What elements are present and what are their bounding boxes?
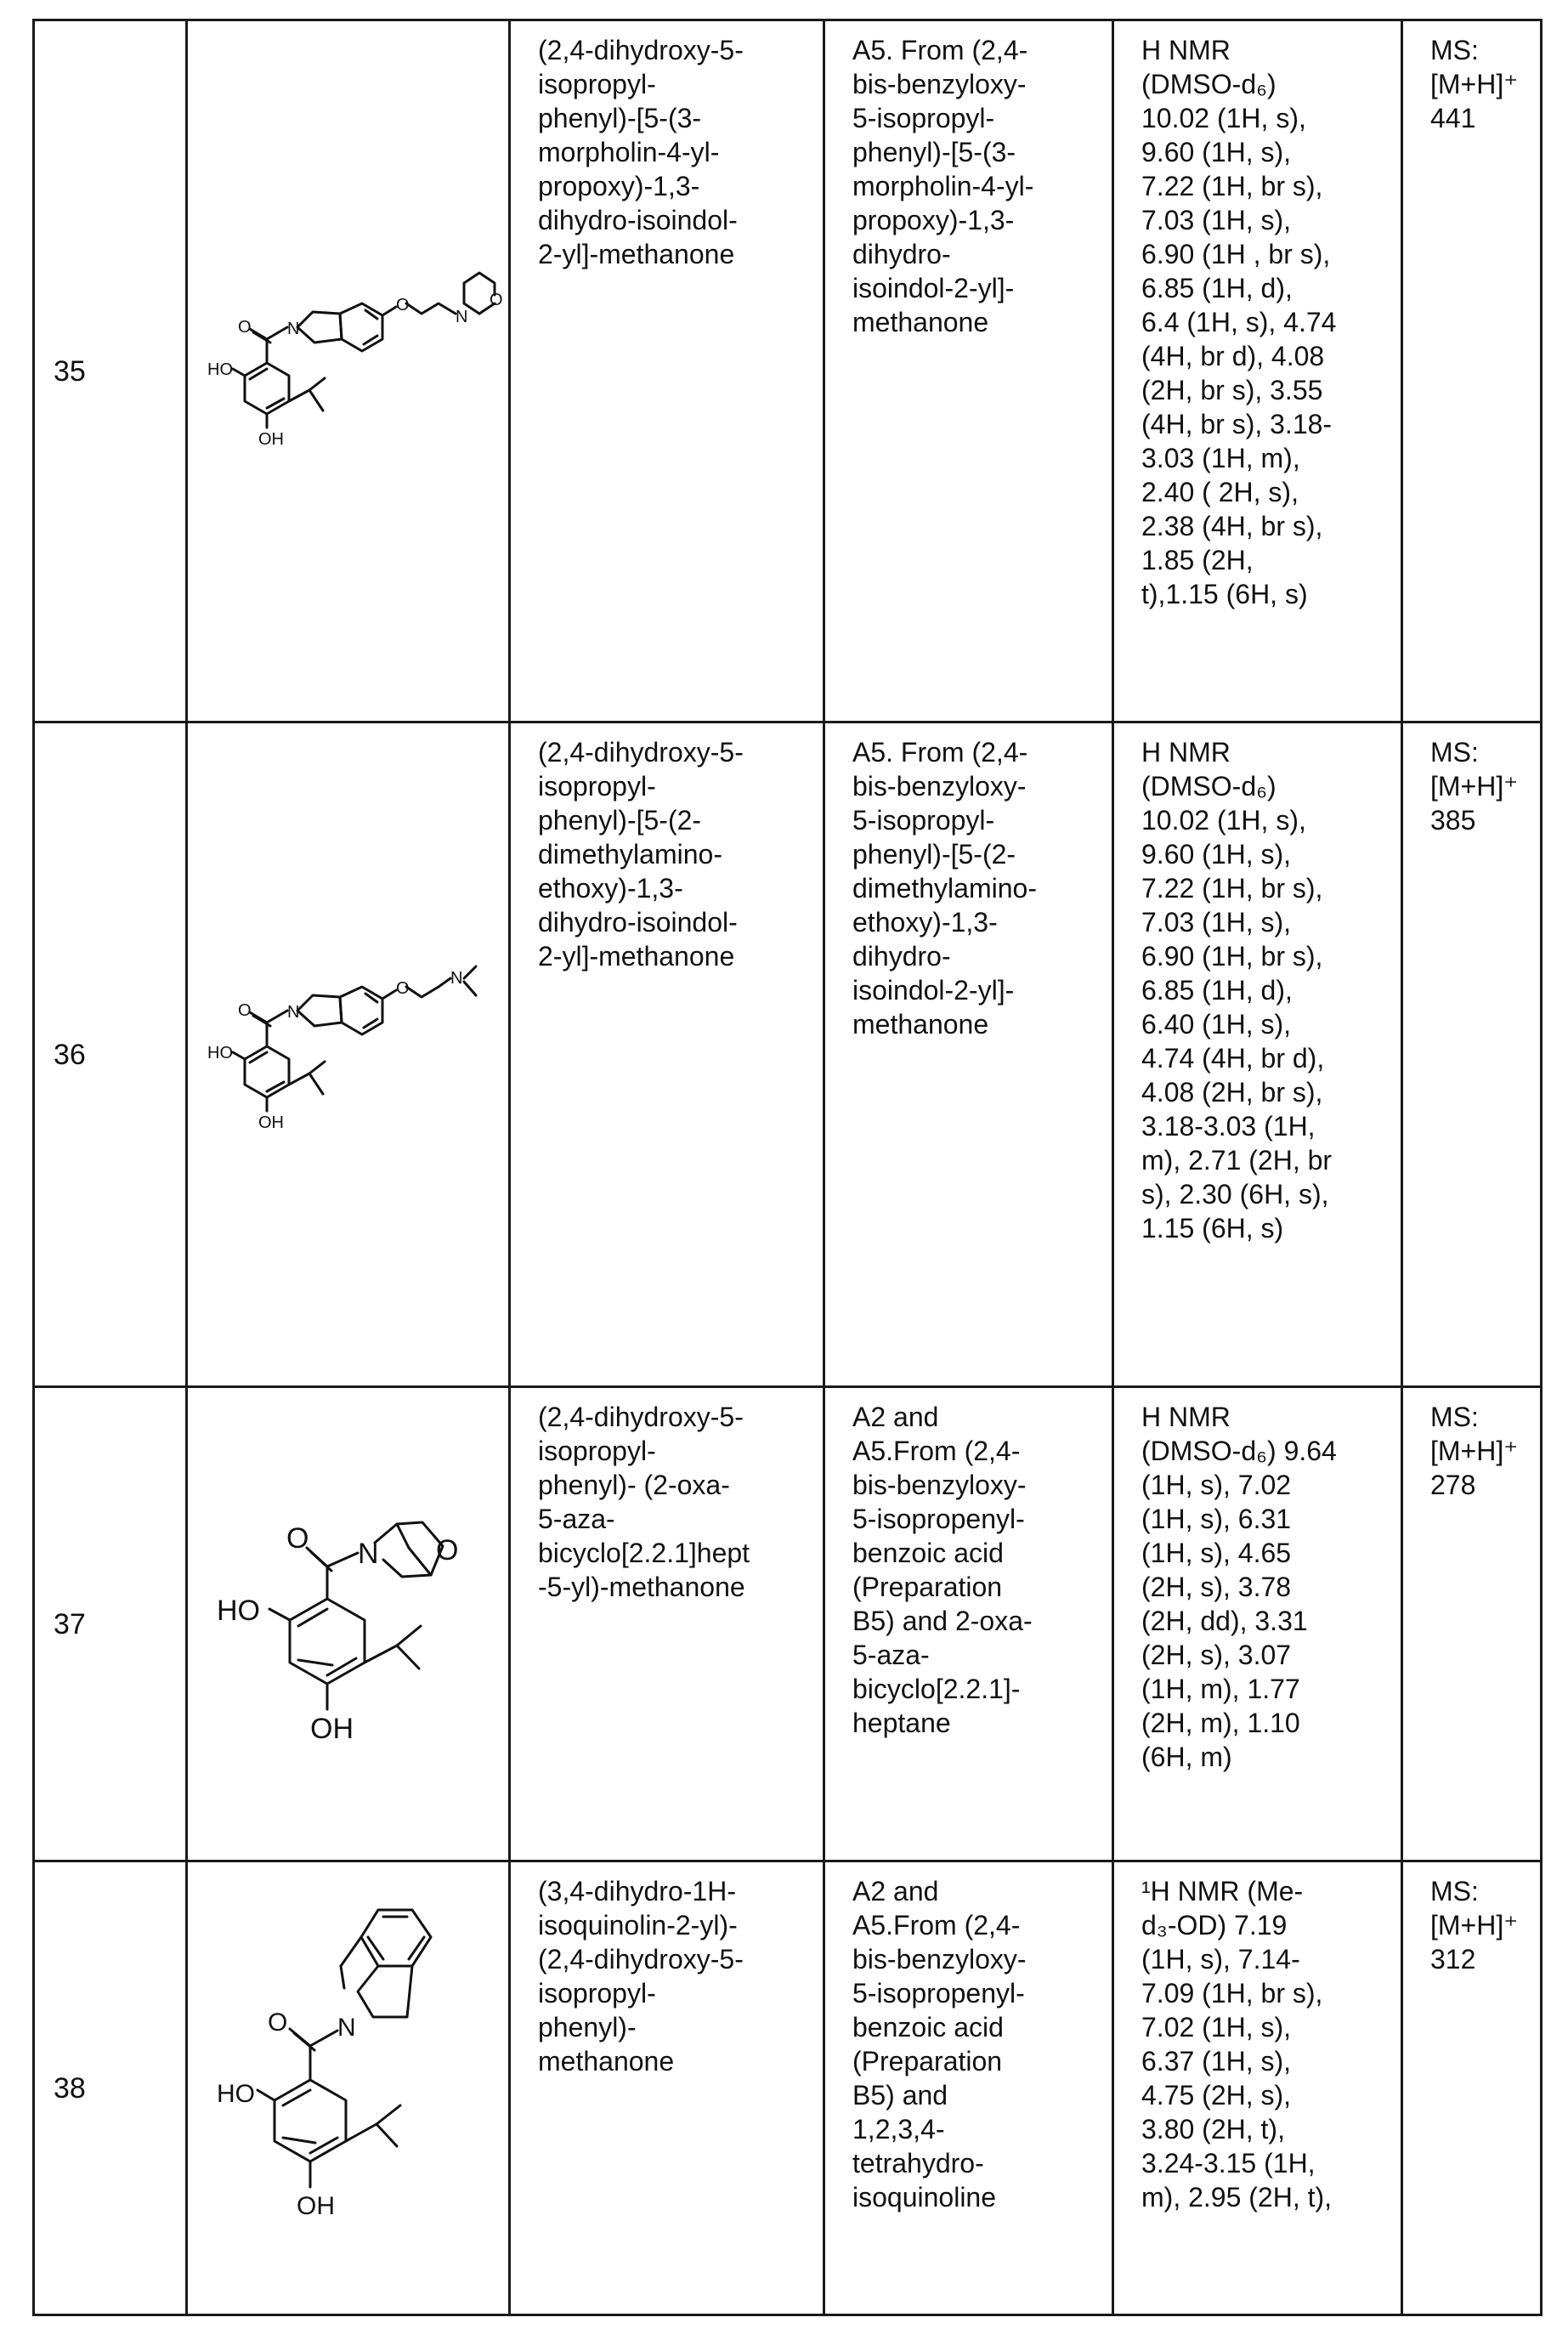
svg-text:O: O (490, 291, 503, 309)
compound-name: (2,4-dihydroxy-5- isopropyl- phenyl)- (2-oxa- 5-aza- bicyclo[2.2.1]hept -5-yl)-methanone (510, 1387, 824, 1861)
compound-name: (2,4-dihydroxy-5- isopropyl- phenyl)-[5-(2- dimethylamino- ethoxy)-1,3- dihydro-isoindol- 2-yl]-methanone (510, 722, 824, 1387)
compound-number: 37 (34, 1387, 187, 1861)
structure-38-image (208, 1884, 489, 2292)
nmr-data: H NMR (DMSO-d₆) 10.02 (1H, s), 9.60 (1H, s), 7.22 (1H, br s), 7.03 (1H, s), 6.90 (1H, br s), 6.85 (1H, d), 6.40 (1H, s), 4.74 (4H, br d), 4.08 (2H, br s), 3.18-3.03 (1H, m), 2.71 (2H, br s), 2.30 (6H, s), 1.15 (6H, s) (1113, 722, 1402, 1387)
chemical-structure (187, 722, 510, 1387)
svg-text:HO: HO (207, 1044, 233, 1062)
table-row (34, 1387, 1542, 1861)
svg-text:HO: HO (217, 1595, 260, 1627)
svg-text:N: N (456, 308, 467, 326)
svg-text:O: O (396, 296, 410, 314)
svg-text:N: N (450, 969, 462, 988)
svg-text:O: O (238, 318, 252, 337)
svg-text:O: O (286, 1522, 309, 1555)
synthesis-method: A5. From (2,4- bis-benzyloxy- 5-isopropyl- phenyl)-[5-(2- dimethylamino- ethoxy)-1,3- dihydro- isoindol-2-yl]- methanone (824, 722, 1113, 1387)
svg-text:O: O (268, 2009, 287, 2037)
nmr-data: ¹H NMR (Me- d₃-OD) 7.19 (1H, s), 7.14- 7.09 (1H, br s), 7.02 (1H, s), 6.37 (1H, s), 4.75 (2H, s), 3.80 (2H, t), 3.24-3.15 (1H, m), 2.95 (2H, t), (1113, 1861, 1402, 2315)
chemical-structure (187, 1387, 510, 1861)
table-row (34, 722, 1542, 1387)
compound-table (32, 19, 1543, 2316)
compound-number: 35 (34, 20, 187, 722)
nmr-data: H NMR (DMSO-d₆) 9.64 (1H, s), 7.02 (1H, s), 6.31 (1H, s), 4.65 (2H, s), 3.78 (2H, dd), 3.31 (2H, s), 3.07 (1H, m), 1.77 (2H, m), 1.10 (6H, m) (1113, 1387, 1402, 1861)
svg-text:OH: OH (297, 2192, 335, 2220)
chemical-structure (187, 1861, 510, 2315)
ms-data: MS: [M+H]⁺ 385 (1402, 722, 1542, 1387)
svg-text:OH: OH (310, 1713, 354, 1745)
ms-data: MS: [M+H]⁺ 312 (1402, 1861, 1542, 2315)
svg-text:N: N (358, 1538, 379, 1570)
ms-data: MS: [M+H]⁺ 278 (1402, 1387, 1542, 1861)
svg-text:OH: OH (258, 430, 284, 449)
ms-data: MS: [M+H]⁺ 441 (1402, 20, 1542, 722)
synthesis-method: A2 and A5.From (2,4- bis-benzyloxy- 5-isopropenyl- benzoic acid (Preparation B5) and 1,2,3,4- tetrahydro- isoquinoline (824, 1861, 1113, 2315)
svg-text:N: N (337, 2014, 356, 2042)
chemical-structure (187, 20, 510, 722)
svg-text:O: O (238, 1001, 252, 1020)
synthesis-method: A5. From (2,4- bis-benzyloxy- 5-isopropyl- phenyl)-[5-(3- morpholin-4-yl- propoxy)-1,3- dihydro- isoindol-2-yl]- methanone (824, 20, 1113, 722)
svg-text:HO: HO (207, 360, 233, 379)
svg-text:HO: HO (217, 2080, 255, 2108)
structure-37-image (208, 1471, 489, 1777)
compound-name: (2,4-dihydroxy-5- isopropyl- phenyl)-[5-(3- morpholin-4-yl- propoxy)-1,3- dihydro-isoindol- 2-yl]-methanone (510, 20, 824, 722)
svg-text:OH: OH (258, 1113, 284, 1132)
svg-text:N: N (287, 1003, 299, 1022)
svg-text:O: O (396, 979, 410, 998)
structure-35-image (195, 244, 501, 499)
compound-name: (3,4-dihydro-1H- isoquinolin-2-yl)- (2,4-dihydroxy-5- isopropyl- phenyl)- methanone (510, 1861, 824, 2315)
svg-text:N: N (287, 320, 299, 338)
structure-36-image (195, 927, 501, 1182)
table-row (34, 20, 1542, 722)
compound-number: 36 (34, 722, 187, 1387)
svg-text:O: O (436, 1534, 458, 1567)
table-row (34, 1861, 1542, 2315)
nmr-data: H NMR (DMSO-d₆) 10.02 (1H, s), 9.60 (1H, s), 7.22 (1H, br s), 7.03 (1H, s), 6.90 (1H , br s), 6.85 (1H, d), 6.4 (1H, s), 4.74 (4H, br d), 4.08 (2H, br s), 3.55 (4H, br s), 3.18- 3.03 (1H, m), 2.40 ( 2H, s), 2.38 (4H, br s), 1.85 (2H, t),1.15 (6H, s) (1113, 20, 1402, 722)
compound-number: 38 (34, 1861, 187, 2315)
synthesis-method: A2 and A5.From (2,4- bis-benzyloxy- 5-isopropenyl- benzoic acid (Preparation B5) and 2-oxa- 5-aza- bicyclo[2.2.1]- heptane (824, 1387, 1113, 1861)
document-page (0, 0, 1568, 2340)
